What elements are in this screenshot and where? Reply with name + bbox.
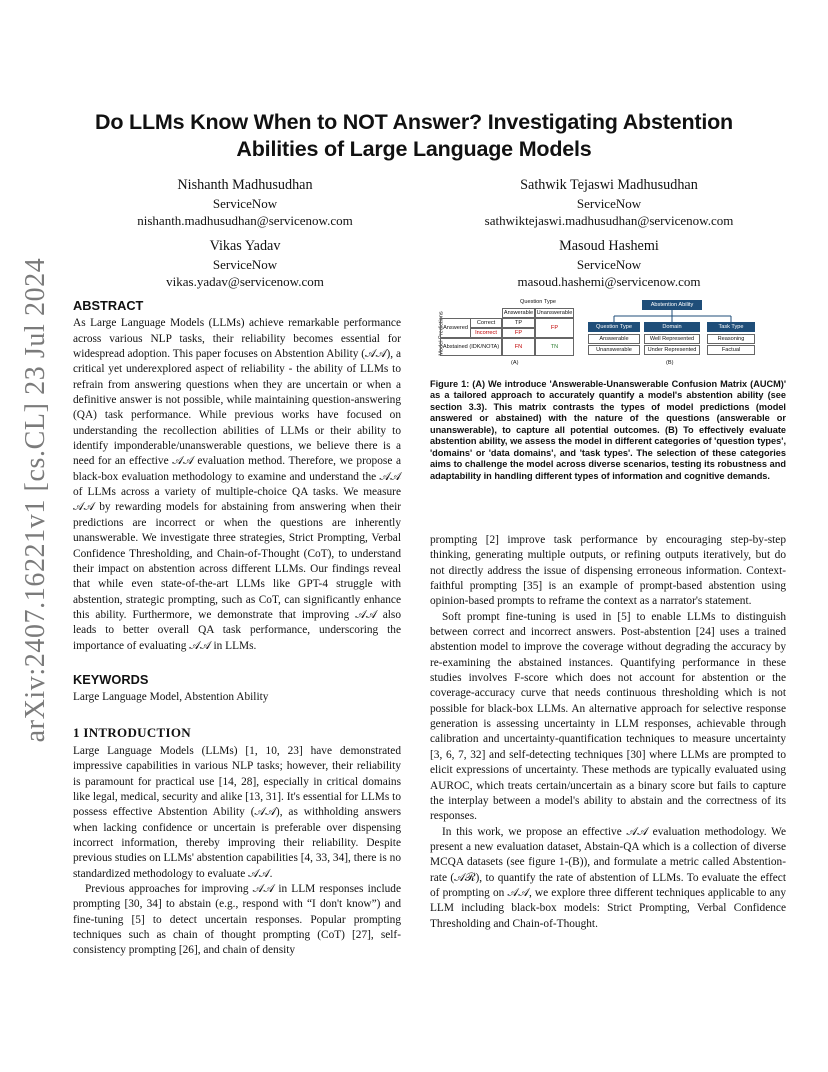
taxonomy-head: Domain: [644, 322, 700, 332]
abstract-text: As Large Language Models (LLMs) achieve remarkable performance across various NLP tasks, their reliability becomes essential for widespread adoption. This paper focuses on Abstention Ability (𝒜𝒜), a critical yet underexplored aspect of reliability - the ability of LLMs to refrain from answering questions when they are uncertain or when a definitive answer is not possible, while maintaining question-answering (QA) task performance. While previous works have focused on understanding the recollection abilities of LLMs or their ability to identify imponderable/unanswerable questions, we believe there is a need for an effective 𝒜𝒜 evaluation method. Therefore, we propose a black-box evaluation methodology to examine and understand the 𝒜𝒜 of LLMs across a variety of multiple-choice QA tasks. We measure 𝒜𝒜 by rewarding models for abstaining from answering when their predictions are incorrect or when the questions are inherently unanswerable. We investigate three strategies, Strict Prompting, Verbal Confidence Thresholding, and Chain-of-Thought (CoT), to understand their impact on abstention across different LLMs. Our findings reveal that while even state-of-the-art LLMs like GPT-4 struggle with abstention, strategic prompting, such as CoT, can significantly enhance this ability. Furthermore, we demonstrate that improving 𝒜𝒜 also leads to better overall QA task performance, underscoring the importance of evaluating 𝒜𝒜 in LLMs.: [73, 317, 401, 652]
author-name: Sathwik Tejaswi Madhusudhan: [520, 177, 698, 193]
fp-cell: FP: [502, 328, 535, 338]
arxiv-stamp: arXiv:2407.16221v1 [cs.CL] 23 Jul 2024: [20, 257, 51, 743]
abstained-label: Abstained (IDK/NOTA): [440, 338, 502, 356]
paragraph: Large Language Models (LLMs) [1, 10, 23] have demonstrated impressive capabilities in various NLP tasks; however, their reliability is paramount for practical use [14, 28], especially in critical domains like legal, medical, security and alike [13, 31]. It's essential for LLMs to possess effective Abstention Ability (𝒜𝒜), as withholding answers when lacking confidence or uncertain is preferable over dispensing incorrect information, thereby improving their reliability. Despite previous studies on LLMs' abstention capabilities [4, 33, 34], there is no standardized methodology to evaluate 𝒜𝒜.: [73, 744, 401, 880]
author-block: [431, 177, 787, 230]
question-type-header: Question Type: [520, 299, 556, 305]
row-axis-label: Model Predictions: [438, 311, 445, 356]
section-heading: 1 INTRODUCTION: [73, 724, 191, 740]
fn-cell: FN: [502, 338, 535, 356]
correct-label: Correct: [470, 318, 502, 328]
figure-caption: [430, 379, 786, 482]
author-block: [431, 238, 787, 291]
fp-cell: FP: [535, 318, 574, 338]
author-name: Masoud Hashemi: [559, 238, 659, 254]
taxonomy-head: Task Type: [707, 322, 755, 332]
abstract-heading: ABSTRACT: [73, 298, 144, 313]
caption-label: Figure 1:: [430, 379, 470, 389]
col-answerable: Answerable: [503, 310, 534, 316]
author-name: Vikas Yadav: [209, 238, 281, 254]
paper-title: Do LLMs Know When to NOT Answer? Investigating Abstention Abilities of Large Language Models: [95, 110, 733, 161]
taxonomy-item: Reasoning: [707, 334, 755, 344]
author-block: [95, 177, 395, 230]
author-email: masoud.hashemi@servicenow.com: [517, 274, 701, 289]
taxonomy-root: Abstention Ability: [642, 300, 702, 310]
panel-label: (A): [511, 360, 519, 366]
paragraph: Previous approaches for improving 𝒜𝒜 in LLM responses include prompting [30, 34] to abstain (e.g., respond with “I don't know”) and fine-tuning [5] to detect uncertain responses. Popular prompting techniques such as chain of thought prompting (CoT) [27], self-consistency prompting [26], and chain of density: [73, 883, 401, 957]
figure-1: [430, 297, 786, 375]
author-affiliation: ServiceNow: [576, 256, 642, 272]
author-block: [95, 238, 395, 291]
taxonomy-item: Factual: [707, 345, 755, 355]
tn-cell: TN: [535, 338, 574, 356]
taxonomy-item: Answerable: [588, 334, 640, 344]
author-affiliation: ServiceNow: [212, 256, 278, 272]
abstention-taxonomy: [588, 297, 786, 375]
paragraph: prompting [2] improve task performance by encouraging step-by-step thinking, generating multiple outputs, or refining outputs iteratively, but do not directly address the issue of dispensing erroneous information. Context-faithful prompting [35] is an example of prompt-based abstention using opinion-based prompts to reframe the context as a narrator's statement.: [430, 534, 786, 608]
right-column: [430, 533, 786, 932]
taxonomy-item: Unanswerable: [588, 345, 640, 355]
aucm-matrix: [430, 297, 590, 375]
answered-label: Answered: [440, 318, 470, 338]
author-affiliation: ServiceNow: [576, 195, 642, 211]
author-email: sathwiktejaswi.madhusudhan@servicenow.com: [484, 213, 734, 228]
author-name: Nishanth Madhusudhan: [177, 177, 313, 193]
taxonomy-head: Question Type: [588, 322, 640, 332]
taxonomy-item: Well Represented: [644, 334, 700, 344]
author-email: nishanth.madhusudhan@servicenow.com: [137, 213, 353, 228]
col-unanswerable: Unanswerable: [536, 310, 573, 316]
paragraph: In this work, we propose an effective 𝒜𝒜 evaluation methodology. We present a new evaluation dataset, Abstain-QA which is a collection of diverse MCQA datasets (see figure 1-(B)), and formulate a metric called Abstention-rate (𝒜ℛ), to quantify the rate of abstention of LLMs. To evaluate the effect of prompting on 𝒜𝒜, we explore three different techniques applicable to any LLM including black-box models: Strict Prompting, Verbal Confidence Thresholding and Chain-of-Thought.: [430, 825, 786, 930]
incorrect-label: Incorrect: [470, 328, 502, 338]
keywords-text: Large Language Model, Abstention Ability: [73, 691, 269, 704]
paragraph: Soft prompt fine-tuning is used in [5] to enable LLMs to distinguish between correct and incorrect answers. Post-abstention [24] uses a trained abstention model to improve the coverage without degrading the accuracy by re-examining the abstained instances. Quantifying performance in these studies involves F-score which does not account for abstention or the coverage-accuracy curve that needs continuous thresholding which is not possible for black-box LLMs. An alternative approach for selective response generation is assessing uncertainty in LLM responses, achievable through calibration and uncertainty-quantification techniques to measure uncertainty [3, 6, 7, 32] and self-detecting techniques [30] where LLMs are prompted to elicit expressions of uncertainty. These methods are typically evaluated using AUROC, which treats certain/uncertain as a binary score but fails to capture the interplay between a model's ability to abstain and the correctness of its responses.: [430, 610, 786, 823]
tp-cell: TP: [502, 318, 535, 328]
panel-label: (B): [666, 360, 674, 366]
author-affiliation: ServiceNow: [212, 195, 278, 211]
keywords-heading: KEYWORDS: [73, 671, 149, 687]
left-column: [73, 298, 401, 959]
taxonomy-item: Under Represented: [644, 345, 700, 355]
caption-text: (A) We introduce 'Answerable-Unanswerable Confusion Matrix (AUCM)' as a tailored approach to accurately quantify a model's abstention ability (see section 3.3). This matrix contrasts the types of model predictions (model answered or abstained) with the nature of the questions (answerable or unanswerable), to capture all potential outcomes. (B) To effectively evaluate abstention ability, we assess the model in different categories of 'question types', 'domains' or 'data domains', and 'task types'. The selection of these categories aims to challenge the model across diverse scenarios, testing its robustness and adaptability in handling different types of information and cognitive demands.: [430, 379, 787, 481]
author-email: vikas.yadav@servicenow.com: [166, 274, 324, 289]
